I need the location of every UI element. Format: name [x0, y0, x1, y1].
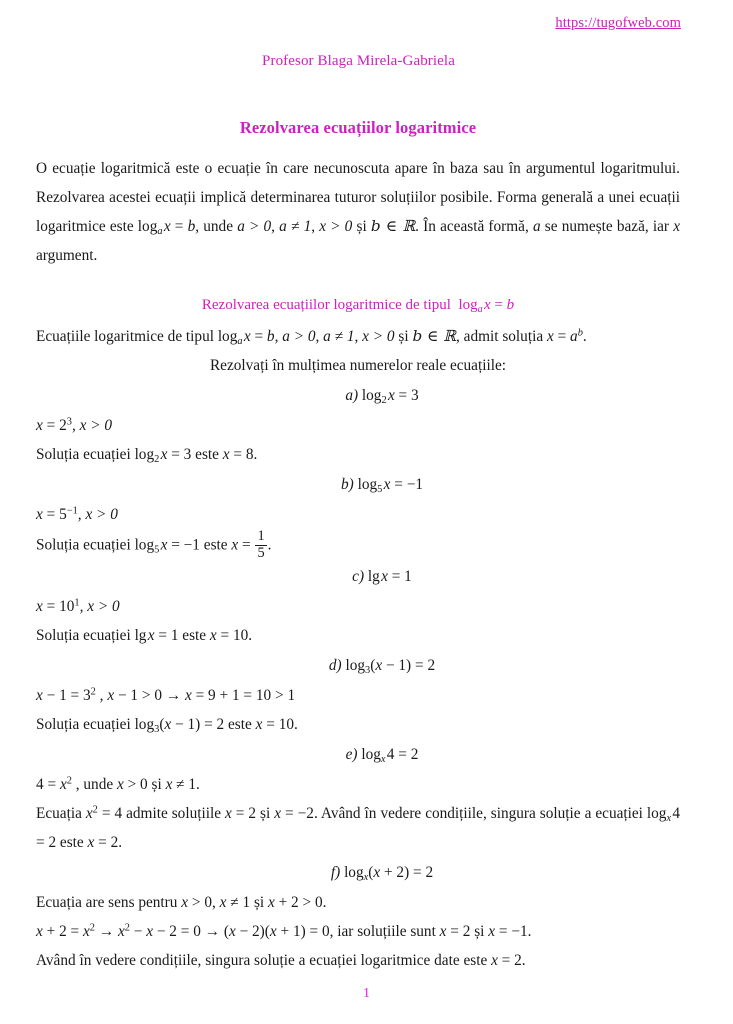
work-b-base: 5 — [59, 506, 67, 523]
section-heading-rhs: b — [506, 297, 515, 313]
intro-x-italic: x — [673, 218, 680, 235]
problem-d-eq: = — [411, 657, 428, 675]
problem-b-base: 5 — [377, 483, 383, 495]
work-e-c2: ≠ 1. — [172, 776, 200, 794]
intro-text-1: O ecuație logaritmică este o ecuație în care necunoscuta apare în baza sau în argumentul logaritmului. Rezolvarea acestei ecuații implică determinarea tuturor soluțiilor posibile. Forma generală a unei ecuații logaritmice este — [36, 160, 680, 235]
problem-a-log: log — [361, 387, 382, 404]
intro-comma-2: , — [311, 218, 320, 235]
section-heading — [36, 292, 680, 318]
problem-e-arg: 4 — [386, 746, 395, 764]
section-heading-log: log — [458, 297, 478, 313]
problem-letter-c: c) — [352, 568, 365, 586]
intro-log-base: a — [157, 225, 163, 237]
work-f-t8: = −1. — [495, 923, 532, 941]
solution-d-eq: = — [200, 716, 217, 734]
section-heading-arg: x — [483, 297, 491, 313]
section-heading-eq: = — [490, 297, 507, 313]
intro-comma-1: , — [271, 218, 280, 235]
solution-d-var: x — [255, 716, 263, 734]
intro-si-1: și — [352, 218, 371, 235]
work-b-x: x — [36, 506, 43, 523]
solution-c-suffix: . — [248, 627, 253, 645]
work-f-t2: − — [129, 923, 147, 941]
section-intro-exp-b: b — [577, 327, 583, 339]
problem-b-arg: x — [383, 476, 391, 493]
intro-text-2: , unde — [195, 218, 238, 235]
work-f-x6: x — [269, 923, 277, 941]
solution-a-rhs: 3 — [183, 446, 192, 463]
work-d-x3: x — [184, 687, 192, 705]
problem-statement-d — [36, 650, 680, 681]
problem-d-base: 3 — [365, 664, 371, 676]
solution-e-t2: = 4 admite soluțiile — [97, 805, 226, 823]
solution-e-arg: 4 — [672, 805, 681, 823]
solution-d-paren-open: ( — [159, 716, 165, 734]
intro-text-5: argument. — [36, 247, 98, 264]
work-f-x1: x — [36, 923, 43, 941]
problem-statement-e — [36, 739, 680, 770]
solution-e-x1: x — [85, 805, 93, 823]
problem-statement-f — [36, 857, 680, 888]
work-f-e3: 2 — [124, 922, 130, 934]
problem-a-arg: x — [387, 387, 395, 404]
solution-c-prefix: Soluția ecuației — [36, 627, 135, 645]
section-intro-t5: și — [394, 328, 413, 345]
section-heading-base: a — [477, 303, 483, 315]
section-intro-eq1: = — [250, 328, 267, 345]
problem-d-rhs: 2 — [427, 657, 436, 675]
solution-line-b — [36, 529, 680, 561]
work-d-result: = 9 + 1 = 10 > 1 — [191, 687, 296, 705]
solution-d-base: 3 — [154, 723, 160, 735]
solution-b-base: 5 — [154, 544, 160, 556]
solution-e-t5: = 2 este — [36, 834, 88, 852]
problem-f-paren-open: ( — [368, 864, 374, 882]
solution-b-eq2: = — [238, 536, 255, 554]
work-f-arrow1-icon: → — [95, 923, 118, 941]
work-d-cond: − 1 > 0 — [114, 687, 162, 705]
cond-f-x3: x — [267, 894, 275, 912]
section-intro-t7: . — [582, 328, 587, 345]
page-number: 1 — [363, 986, 370, 1001]
work-d-arrow-icon: → — [162, 687, 185, 705]
author-row — [36, 52, 681, 70]
intro-cond-a-gt: a > 0 — [237, 218, 272, 235]
problem-e-log: log — [361, 746, 381, 764]
problem-f-arg: x — [373, 864, 381, 882]
work-a-exp: 3 — [66, 416, 72, 428]
solution-b-suffix: . — [267, 536, 272, 554]
solution-f-t1: Având în vedere condițiile, singura soluție a ecuației logaritmice date este — [36, 952, 492, 970]
problem-letter-e: e) — [345, 746, 358, 764]
solution-d-middle: este — [224, 716, 256, 734]
solution-b-middle: este — [199, 536, 232, 554]
page-footer — [0, 984, 733, 1002]
work-f-x8: x — [488, 923, 496, 941]
header-url-row — [36, 14, 681, 32]
solution-d-argrest: − 1) — [171, 716, 201, 734]
work-f-t6: + 1) = 0, iar soluțiile sunt — [276, 923, 440, 941]
condition-line-f — [36, 888, 680, 917]
solution-b-eq: = — [167, 536, 184, 554]
solution-line-f — [36, 946, 680, 975]
solution-c-middle: este — [178, 627, 210, 645]
work-e-x2: x — [116, 776, 124, 794]
section-intro-c4: b ∈ ℝ — [412, 327, 457, 345]
solution-a-suffix: . — [253, 446, 258, 463]
section-intro-c1: a > 0 — [282, 328, 316, 345]
fraction-numerator: 1 — [257, 528, 265, 544]
solution-f-t2: = 2. — [497, 952, 526, 970]
work-f-t1: + 2 = — [42, 923, 83, 941]
problem-b-log: log — [357, 476, 378, 493]
solution-d-eq2: = — [262, 716, 279, 734]
work-f-x5: x — [228, 923, 236, 941]
section-intro-t1: Ecuațiile logaritmice de tipul — [36, 328, 218, 345]
solution-b-var: x — [231, 536, 239, 554]
work-b-eq: = — [42, 506, 60, 523]
solution-a-middle: este — [191, 446, 223, 463]
work-f-e2: 2 — [89, 922, 95, 934]
work-line-e — [36, 770, 680, 799]
solution-e-t4: = −2. Având în vedere condițiile, singura soluție a ecuației — [281, 805, 647, 823]
work-d-lhs-rest: − 1 = — [42, 687, 83, 705]
solution-c-log: lg — [134, 627, 147, 645]
work-line-b — [36, 500, 680, 529]
work-f-t3: − 2 = 0 — [153, 923, 201, 941]
solution-a-log: log — [134, 446, 155, 463]
intro-a-italic: a — [532, 218, 541, 235]
problem-letter-a: a) — [345, 387, 359, 404]
work-f-t4: ( — [223, 923, 229, 941]
intro-period: . — [415, 218, 424, 235]
problem-f-log: log — [344, 864, 364, 882]
problem-c-arg: x — [381, 568, 388, 586]
solution-line-a — [36, 440, 680, 469]
work-c-exp: 1 — [74, 597, 80, 609]
work-a-x: x — [36, 417, 43, 434]
intro-cond-a-ne: a ≠ 1 — [279, 218, 312, 235]
document-content — [36, 118, 680, 975]
intro-cond-x-gt: x > 0 — [319, 218, 353, 235]
solution-c-var: x — [209, 627, 217, 645]
problem-d-log: log — [345, 657, 366, 675]
solution-d-rhs: 2 — [216, 716, 225, 734]
solution-c-eq: = — [154, 627, 171, 645]
work-line-f — [36, 917, 680, 946]
solution-e-exp1: 2 — [92, 804, 98, 816]
work-line-d — [36, 681, 680, 710]
work-e-lhs: 4 = — [36, 776, 60, 794]
section-intro-t4: , — [354, 328, 363, 345]
work-e-exp: 2 — [66, 775, 72, 787]
cond-f-x2: x — [219, 894, 227, 912]
fraction-denominator: 5 — [257, 544, 265, 561]
solution-d-prefix: Soluția ecuației — [36, 716, 135, 734]
solution-d-log: log — [134, 716, 155, 734]
problem-statement-b — [36, 469, 680, 500]
solution-line-c — [36, 621, 680, 650]
problem-c-rhs: 1 — [404, 568, 412, 586]
intro-text-4: se numește bază, iar — [540, 218, 674, 235]
solution-b-arg: x — [160, 536, 168, 554]
solution-a-eq2: = — [229, 446, 246, 463]
page-title: Rezolvarea ecuațiilor logaritmice — [239, 118, 477, 137]
cond-f-t1: Ecuația are sens pentru — [36, 894, 182, 912]
solution-a-value: 8 — [245, 446, 254, 463]
work-e-x: x — [59, 776, 67, 794]
problem-d-argrest: − 1) — [382, 657, 412, 675]
work-e-mid: , unde — [71, 776, 117, 794]
problem-f-rhs: 2 — [425, 864, 434, 882]
intro-cond-b-in-r: b ∈ ℝ — [370, 217, 416, 235]
solution-b-rhs: −1 — [183, 536, 200, 554]
work-f-x2: x — [83, 923, 90, 941]
section-intro-x: x — [243, 328, 251, 345]
work-a-cond: , x > 0 — [71, 417, 112, 434]
problem-a-rhs: 3 — [411, 387, 419, 404]
problem-c-log: lg — [367, 568, 380, 586]
work-c-base: 10 — [59, 598, 75, 616]
solution-e-t1: Ecuația — [36, 805, 86, 823]
intro-text-3: În această formă, — [423, 218, 533, 235]
solution-a-prefix: Soluția ecuației — [36, 446, 135, 463]
solution-a-var: x — [222, 446, 230, 463]
work-b-cond: , x > 0 — [77, 506, 118, 523]
problem-e-rhs: 2 — [410, 746, 419, 764]
section-intro-log: log — [217, 328, 238, 345]
solution-f-x: x — [491, 952, 498, 970]
section-intro-t6: , admit soluția — [456, 328, 547, 345]
solution-d-arg: x — [164, 716, 172, 734]
solution-c-eq2: = — [216, 627, 233, 645]
work-c-cond: , x > 0 — [79, 598, 120, 616]
section-intro-a2: a — [570, 328, 578, 345]
author-name: Profesor Blaga Mirela-Gabriela — [262, 53, 455, 69]
problem-b-rhs: −1 — [406, 476, 423, 493]
work-d-exp: 2 — [90, 686, 96, 698]
solution-b-prefix: Soluția ecuației — [36, 536, 135, 554]
section-intro-c3: x > 0 — [362, 328, 395, 345]
section-intro-b: b — [266, 328, 275, 345]
work-a-base: 2 — [59, 417, 67, 434]
work-b-exp: −1 — [66, 505, 78, 517]
work-f-x4: x — [146, 923, 154, 941]
section-intro-line — [36, 322, 680, 351]
intro-log-word: log — [137, 218, 158, 235]
work-c-x: x — [36, 598, 43, 616]
section-heading-label: Rezolvarea ecuațiilor logaritmice de tipul — [201, 297, 459, 313]
work-a-eq: = — [42, 417, 60, 434]
work-f-x3: x — [117, 923, 125, 941]
problem-d-paren-open: ( — [370, 657, 376, 675]
solution-a-arg: x — [160, 446, 168, 463]
work-d-lhs: x — [36, 687, 43, 705]
website-url-link[interactable]: https://tugofweb.com — [555, 15, 681, 31]
intro-b: b — [187, 218, 196, 235]
intro-log-arg: x — [163, 218, 171, 235]
problem-c-eq: = — [387, 568, 405, 586]
solution-d-value: 10 — [278, 716, 294, 734]
section-intro-t2: , — [274, 328, 283, 345]
section-intro-eq2: = — [553, 328, 571, 345]
work-d-mid: , — [95, 687, 108, 705]
intro-paragraph — [36, 154, 680, 270]
solution-e-log: log — [646, 805, 667, 823]
problem-letter-f: f) — [330, 864, 341, 882]
problem-letter-d: d) — [328, 657, 342, 675]
problem-f-eq: = — [409, 864, 426, 882]
solution-e-x2: x — [225, 805, 232, 823]
work-d-base: 3 — [83, 687, 91, 705]
solution-line-e — [36, 799, 680, 857]
problem-b-eq: = — [390, 476, 407, 493]
section-intro-x2: x — [546, 328, 554, 345]
work-f-arrow2-icon: → — [200, 923, 224, 941]
solution-e-base: x — [666, 812, 672, 824]
work-c-eq: = — [42, 598, 60, 616]
solution-b-log: log — [134, 536, 155, 554]
work-f-t7: = 2 și — [446, 923, 489, 941]
solution-e-t6: = 2. — [94, 834, 123, 852]
solution-a-base: 2 — [154, 453, 160, 465]
problem-statement-c — [36, 561, 680, 592]
solution-e-t3: = 2 și — [231, 805, 275, 823]
intro-eq: = — [170, 218, 188, 235]
cond-f-t4: + 2 > 0. — [274, 894, 327, 912]
problem-f-base: x — [363, 871, 369, 883]
section-intro-t3: , — [315, 328, 324, 345]
work-f-x7: x — [439, 923, 447, 941]
problem-a-eq: = — [394, 387, 412, 404]
solution-c-value: 10 — [233, 627, 249, 645]
problem-e-eq: = — [394, 746, 411, 764]
cond-f-t3: ≠ 1 și — [226, 894, 268, 912]
problem-d-arg: x — [375, 657, 383, 675]
solution-b-fraction — [255, 529, 266, 561]
cond-f-x1: x — [181, 894, 189, 912]
section-intro-c2: a ≠ 1 — [323, 328, 355, 345]
problem-letter-b: b) — [341, 476, 354, 493]
work-d-x2: x — [107, 687, 115, 705]
solution-c-arg: x — [147, 627, 155, 645]
solution-line-d — [36, 710, 680, 739]
solution-c-rhs: 1 — [170, 627, 179, 645]
work-line-a — [36, 411, 680, 440]
work-e-x3: x — [165, 776, 173, 794]
cond-f-t2: > 0, — [188, 894, 220, 912]
problem-f-argrest: + 2) — [380, 864, 410, 882]
section-intro-base: a — [237, 335, 243, 347]
solution-d-suffix: . — [294, 716, 298, 734]
solution-e-x3: x — [274, 805, 282, 823]
problem-e-base: x — [380, 753, 386, 765]
solution-a-eq: = — [167, 446, 184, 463]
work-e-c1: > 0 și — [123, 776, 166, 794]
instruction-line: Rezolvați în mulțimea numerelor reale ecuațiile: — [209, 357, 507, 374]
work-line-c — [36, 592, 680, 621]
solution-e-x4: x — [87, 834, 95, 852]
work-f-t5: − 2)( — [235, 923, 270, 941]
problem-a-base: 2 — [381, 394, 387, 406]
problem-statement-a — [36, 380, 680, 411]
